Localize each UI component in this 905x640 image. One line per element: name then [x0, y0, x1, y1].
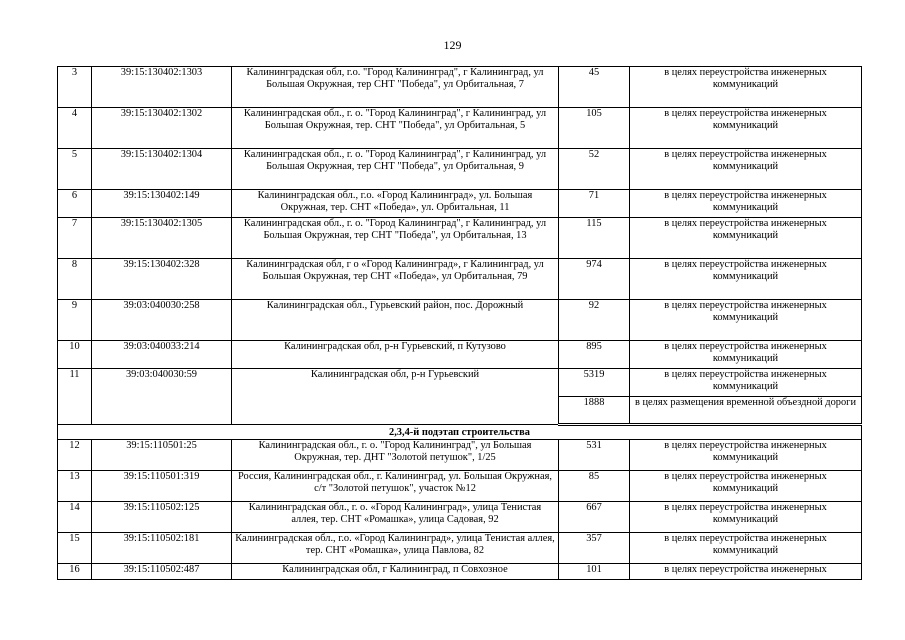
- table-row: [58, 67, 862, 108]
- cadastral-number: 39:03:040030:258: [92, 300, 232, 341]
- address: Калининградская обл, р-н Гурьевский, п Кутузово: [232, 341, 559, 369]
- table-row: [58, 471, 862, 502]
- row-number: 16: [58, 564, 92, 580]
- cadastral-number: 39:15:110502:487: [92, 564, 232, 580]
- purpose: в целях переустройства инженерных коммуникаций: [630, 440, 862, 471]
- section-header-row: [58, 425, 862, 440]
- purpose: в целях переустройства инженерных коммуникаций: [630, 190, 862, 218]
- cadastral-number: 39:15:110502:181: [92, 533, 232, 564]
- table-row: [58, 108, 862, 149]
- purpose: в целях переустройства инженерных коммуникаций: [630, 369, 862, 397]
- cadastral-number: 39:15:130402:1304: [92, 149, 232, 190]
- address: Калининградская обл, г о «Город Калининград», г Калининград, ул Большая Окружная, тер СНТ «Победа», ул Орбитальная, 79: [232, 259, 559, 300]
- area: 1888: [559, 397, 630, 425]
- cadastral-number: 39:03:040033:214: [92, 341, 232, 369]
- cadastral-number: 39:15:130402:1305: [92, 218, 232, 259]
- area: 667: [559, 502, 630, 533]
- purpose: в целях переустройства инженерных коммуникаций: [630, 502, 862, 533]
- address: Калининградская обл., г. о. "Город Калининград", г Калининград, ул Большая Окружная, тер СНТ "Победа", ул Орбитальная, 13: [232, 218, 559, 259]
- row-number: 15: [58, 533, 92, 564]
- address: Калининградская обл., г. о. «Город Калининград», улица Тенистая аллея, тер. СНТ «Ромашка», улица Садовая, 92: [232, 502, 559, 533]
- address: Калининградская обл., г.о. «Город Калининград», улица Тенистая аллея, тер. СНТ «Ромашка», улица Павлова, 82: [232, 533, 559, 564]
- address: Калининградская обл, г.о. "Город Калининград", г Калининград, ул Большая Окружная, тер СНТ "Победа", ул Орбитальная, 7: [232, 67, 559, 108]
- section-title: 2,3,4-й подэтап строительства: [58, 425, 862, 440]
- address: Калининградская обл, г Калининград, п Совхозное: [232, 564, 559, 580]
- cadastral-number: 39:15:110501:319: [92, 471, 232, 502]
- row-number: 14: [58, 502, 92, 533]
- table-row: [58, 440, 862, 471]
- purpose: в целях переустройства инженерных коммуникаций: [630, 533, 862, 564]
- purpose: в целях переустройства инженерных коммуникаций: [630, 218, 862, 259]
- row-number: 7: [58, 218, 92, 259]
- address: Россия, Калининградская обл., г. Калининград, ул. Большая Окружная, с/т "Золотой петушок", участок №12: [232, 471, 559, 502]
- cadastral-number: 39:15:130402:1303: [92, 67, 232, 108]
- address: Калининградская обл, р-н Гурьевский: [232, 369, 559, 425]
- row-number: 11: [58, 369, 92, 425]
- address: Калининградская обл., Гурьевский район, пос. Дорожный: [232, 300, 559, 341]
- cadastral-number: 39:15:110502:125: [92, 502, 232, 533]
- row-number: 8: [58, 259, 92, 300]
- cadastral-number: 39:03:040030:59: [92, 369, 232, 425]
- table-row: [58, 341, 862, 369]
- row-number: 9: [58, 300, 92, 341]
- purpose: в целях переустройства инженерных коммуникаций: [630, 108, 862, 149]
- page-number: 129: [443, 38, 462, 52]
- land-plots-table: [57, 66, 862, 580]
- area: 71: [559, 190, 630, 218]
- table-row: [58, 149, 862, 190]
- purpose: в целях переустройства инженерных коммуникаций: [630, 149, 862, 190]
- row-number: 10: [58, 341, 92, 369]
- area: 85: [559, 471, 630, 502]
- address: Калининградская обл., г.о. «Город Калининград», ул. Большая Окружная, тер. СНТ «Победа», ул. Орбитальная, 11: [232, 190, 559, 218]
- area: 45: [559, 67, 630, 108]
- area: 52: [559, 149, 630, 190]
- row-number: 3: [58, 67, 92, 108]
- table-row: [58, 533, 862, 564]
- area: 357: [559, 533, 630, 564]
- address: Калининградская обл., г. о. "Город Калининград", г Калининград, ул Большая Окружная, тер. СНТ "Победа", ул Орбитальная, 5: [232, 108, 559, 149]
- table-row: [58, 502, 862, 533]
- purpose: в целях переустройства инженерных коммуникаций: [630, 300, 862, 341]
- area: 115: [559, 218, 630, 259]
- table-row: [58, 259, 862, 300]
- area: 105: [559, 108, 630, 149]
- row-number: 4: [58, 108, 92, 149]
- purpose: в целях переустройства инженерных коммуникаций: [630, 67, 862, 108]
- purpose: в целях размещения временной объездной дороги: [630, 397, 862, 425]
- table-row: [58, 369, 862, 397]
- area: 974: [559, 259, 630, 300]
- purpose: в целях переустройства инженерных коммуникаций: [630, 471, 862, 502]
- cadastral-number: 39:15:130402:328: [92, 259, 232, 300]
- area: 5319: [559, 369, 630, 397]
- address: Калининградская обл., г. о. "Город Калининград", ул Большая Окружная, тер. ДНТ "Золотой петушок", 1/25: [232, 440, 559, 471]
- area: 895: [559, 341, 630, 369]
- table-row: [58, 300, 862, 341]
- table-row: [58, 190, 862, 218]
- address: Калининградская обл., г. о. "Город Калининград", г Калининград, ул Большая Окружная, тер СНТ "Победа", ул Орбитальная, 9: [232, 149, 559, 190]
- cadastral-number: 39:15:130402:1302: [92, 108, 232, 149]
- area: 101: [559, 564, 630, 580]
- purpose: в целях переустройства инженерных: [630, 564, 862, 580]
- table-row: [58, 564, 862, 580]
- cadastral-number: 39:15:130402:149: [92, 190, 232, 218]
- purpose: в целях переустройства инженерных коммуникаций: [630, 259, 862, 300]
- area: 531: [559, 440, 630, 471]
- row-number: 13: [58, 471, 92, 502]
- row-number: 12: [58, 440, 92, 471]
- area: 92: [559, 300, 630, 341]
- cadastral-number: 39:15:110501:25: [92, 440, 232, 471]
- table-row: [58, 218, 862, 259]
- row-number: 6: [58, 190, 92, 218]
- row-number: 5: [58, 149, 92, 190]
- purpose: в целях переустройства инженерных коммуникаций: [630, 341, 862, 369]
